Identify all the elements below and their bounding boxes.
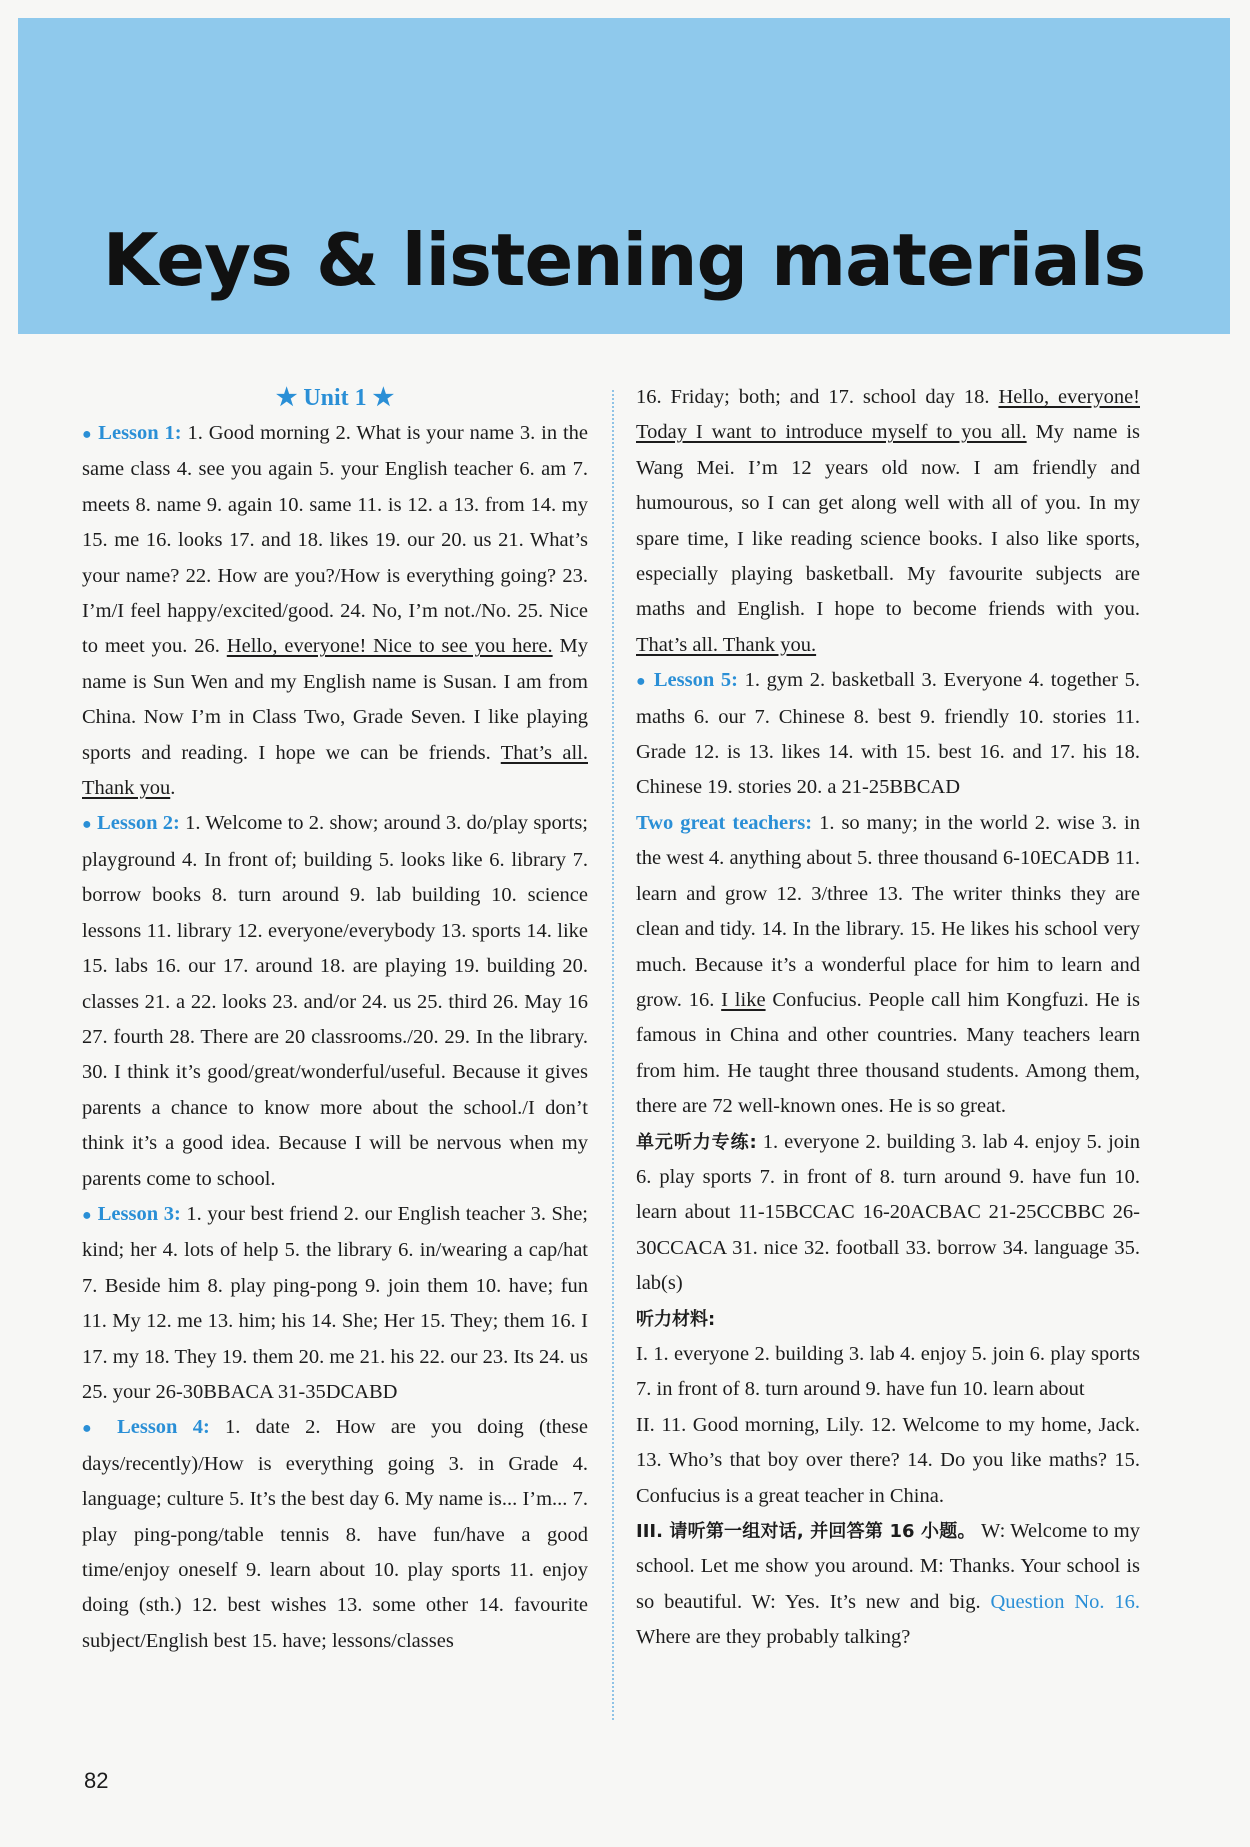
lesson-2-label: Lesson 2: xyxy=(97,812,180,835)
lesson-1-underline-1: Hello, everyone! Nice to see you here. xyxy=(226,635,553,658)
listening-materials-label: 听力材料: xyxy=(636,1308,716,1330)
header-banner xyxy=(18,18,1230,334)
listening-part-3-dialogue: W: Welcome to my school. Let me show you around. M: Thanks. Your school is so beautiful. W: Yes. It’s new and big. xyxy=(636,1520,1141,1613)
left-column xyxy=(82,380,588,1659)
two-great-teachers-text: 1. so many; in the world 2. wise 3. in the west 4. anything about 5. three thousand 6-10ECADB 11. learn and grow 12. 3/three 13. The writer thinks they are clean and tidy. 14. In the library. 15. He likes his school very much. Because it’s a wonderful place for him to learn and grow. 16. xyxy=(636,811,1141,1011)
unit-listening-text: 1. everyone 2. building 3. lab 4. enjoy 5. join 6. play sports 7. in front of 8. turn around 9. have fun 10. learn about 11-15BCCAC 16-20ACBAC 21-25CCBBC 26-30CCACA 31. nice 32. football 33. borrow 34. language 35. lab(s) xyxy=(636,1130,1140,1295)
lesson-5-text: 1. gym 2. basketball 3. Everyone 4. together 5. maths 6. our 7. Chinese 8. best 9. friendly 10. stories 11. Grade 12. is 13. likes 14. with 15. best 16. and 17. his 18. Chinese 19. stories 20. a 21-25BBCAD xyxy=(636,669,1140,799)
lesson-4-underline-2: That’s all. Thank you. xyxy=(636,633,817,656)
lesson-3-label: Lesson 3: xyxy=(97,1202,181,1225)
bullet-icon: ● xyxy=(82,1420,102,1438)
bullet-icon: ● xyxy=(82,426,93,443)
column-divider xyxy=(612,390,614,1720)
lesson-2-answers xyxy=(82,806,588,1196)
right-column xyxy=(636,380,1140,1656)
lesson-3-text: 1. your best friend 2. our English teacher 3. She; kind; her 4. lots of help 5. the library 6. in/wearing a cap/hat 7. Beside him 8. play ping-pong 9. join them 10. have; fun 11. My 12. me 13. him; his 14. She; Her 15. They; them 16. I 17. my 18. They 19. them 20. me 21. his 22. our 23. Its 24. us 25. your 26-30BBACA 31-35DCABD xyxy=(82,1202,588,1403)
lesson-1-answers xyxy=(82,416,588,806)
lesson-1-end: . xyxy=(170,777,176,800)
lesson-4-continued xyxy=(636,380,1140,663)
unit-listening-answers xyxy=(636,1125,1140,1302)
listening-part-3-instruction: III. 请听第一组对话, 并回答第 16 小题。 xyxy=(636,1521,976,1542)
listening-part-2: II. 11. Good morning, Lily. 12. Welcome to my home, Jack. 13. Who’s that boy over there? 14. Do you like maths? 15. Confucius is a great teacher in China. xyxy=(636,1413,1140,1507)
page-title: Keys & listening materials xyxy=(102,218,1146,302)
unit-heading: ★ Unit 1 ★ xyxy=(275,385,395,411)
lesson-1-text: 1. Good morning 2. What is your name 3. in the same class 4. see you again 5. your English teacher 6. am 7. meets 8. name 9. again 10. same 11. is 12. a 13. from 14. my 15. me 16. looks 17. and 18. likes 19. our 20. us 21. What’s your name? 22. How are you?/How is everything going? 23. I’m/I feel happy/excited/good. 24. No, I’m not./No. 25. Nice to meet you. 26. xyxy=(82,422,588,658)
page-number: 82 xyxy=(84,1768,109,1793)
lesson-4-label: Lesson 4: xyxy=(117,1416,210,1439)
lesson-4-answers xyxy=(82,1410,588,1659)
listening-part-1: I. 1. everyone 2. building 3. lab 4. enjoy 5. join 6. play sports 7. in front of 8. turn around 9. have fun 10. learn about xyxy=(636,1342,1140,1401)
lesson-1-essay: My name is Sun Wen and my English name is Susan. I am from China. Now I’m in Class Two, Grade Seven. I like playing sports and reading. I hope we can be friends. xyxy=(82,635,588,764)
unit-listening-label: 单元听力专练: xyxy=(636,1131,757,1153)
listening-part-3 xyxy=(636,1514,1140,1656)
two-great-teachers-answers xyxy=(636,806,1140,1125)
lesson-4-text: 1. date 2. How are you doing (these days/recently)/How is everything going 3. in Grade 4. language; culture 5. It’s the best day 6. My name is... I’m... 7. play ping-pong/table tennis 8. have fun/have a good time/enjoy oneself 9. learn about 10. play sports 11. enjoy doing (sth.) 12. best wishes 13. some other 14. favourite subject/English best 15. have; lessons/classes xyxy=(82,1416,589,1652)
lesson-4-cont-text: 16. Friday; both; and 17. school day 18. xyxy=(636,386,990,408)
lesson-4-underline-1: Hello, everyone! Today I want to introduce myself to you all. xyxy=(636,386,1140,444)
bullet-icon: ● xyxy=(82,1206,93,1224)
lesson-1-label: Lesson 1: xyxy=(98,422,182,444)
two-great-teachers-underline: I like xyxy=(721,988,766,1011)
lesson-5-label: Lesson 5: xyxy=(653,669,738,692)
question-label: Question No. 16. xyxy=(990,1590,1140,1613)
question-text: Where are they probably talking? xyxy=(636,1626,911,1649)
lesson-5-answers xyxy=(636,663,1140,806)
two-great-teachers-essay: Confucius. People call him Kongfuzi. He is famous in China and other countries. Many teachers learn from him. He taught three thousand students. Among them, there are 72 well-known ones. He is so great. xyxy=(636,988,1140,1118)
bullet-icon: ● xyxy=(82,816,92,834)
lesson-3-answers xyxy=(82,1197,588,1410)
lesson-2-text: 1. Welcome to 2. show; around 3. do/play sports; playground 4. In front of; building 5. looks like 6. library 7. borrow books 8. turn around 9. lab building 10. science lessons 11. library 12. everyone/everybody 13. sports 14. like 15. labs 16. our 17. around 18. are playing 19. building 20. classes 21. a 22. looks 23. and/or 24. us 25. third 26. May 16 27. fourth 28. There are 20 classrooms./20. 29. In the library. 30. I think it’s good/great/wonderful/useful. Because it gives parents a chance to know more about the school./I don’t think it’s a good idea. Because I will be nervous when my parents come to school. xyxy=(82,812,588,1190)
lesson-1-underline-2: That’s all. Thank you xyxy=(82,741,588,800)
two-great-teachers-label: Two great teachers: xyxy=(636,811,813,834)
lesson-4-essay: My name is Wang Mei. I’m 12 years old now. I am friendly and humourous, so I can get along well with all of you. In my spare time, I like reading science books. I also like sports, especially playing basketball. My favourite subjects are maths and English. I hope to become friends with you. xyxy=(636,421,1141,621)
bullet-icon: ● xyxy=(636,673,648,691)
